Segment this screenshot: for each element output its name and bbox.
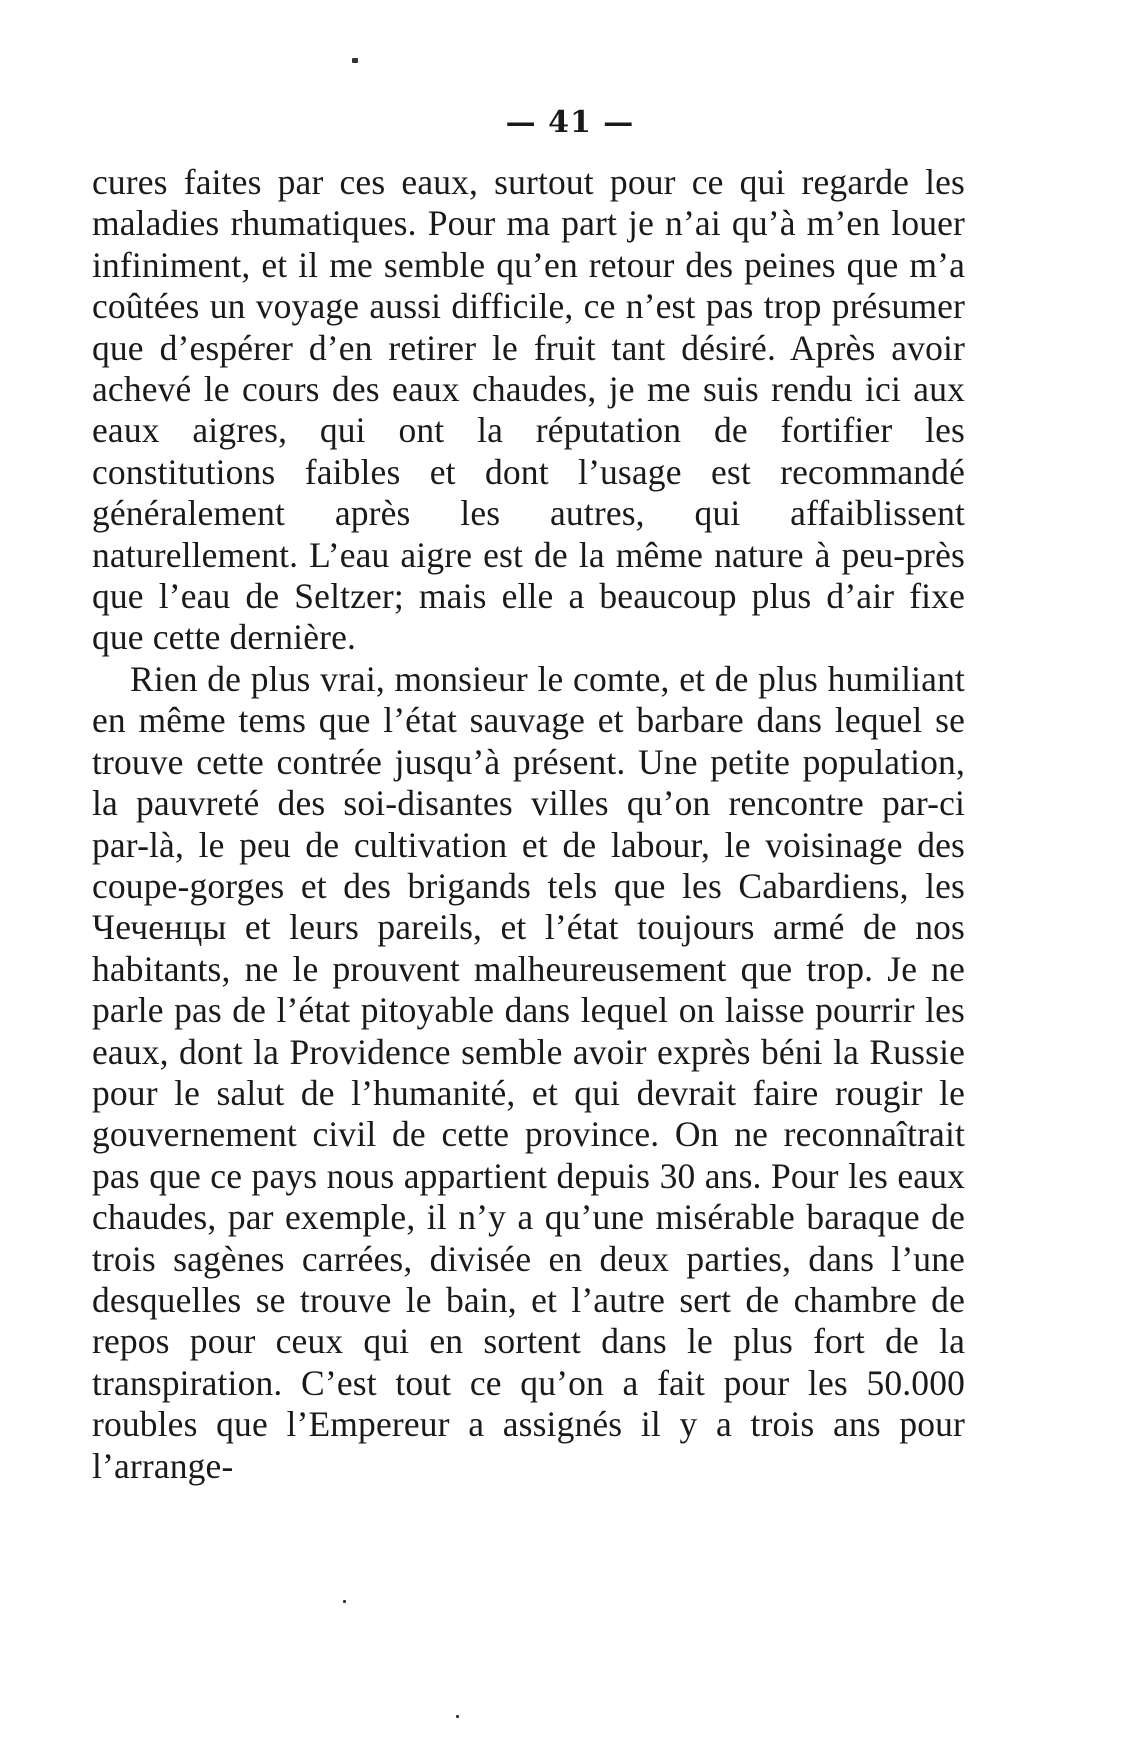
ink-speck-top (352, 58, 358, 63)
ink-speck-middle (343, 1600, 346, 1603)
body-text (92, 162, 965, 1487)
page-number: — 41 — (505, 105, 635, 140)
paragraph-1: cures faites par ces eaux, surtout pour ce qui regarde les maladies rhumatiques. Pour ma part je n’ai qu’à m’en louer infiniment, et il me semble qu’en retour des peines que m’a coûtées un voyage aussi difficile, ce n’est pas trop présumer que d’espérer d’en retirer le fruit tant désiré. Après avoir achevé le cours des eaux chaudes, je me suis rendu ici aux eaux aigres, qui ont la réputation de fortifier les constitutions faibles et dont l’usage est recommandé généralement après les autres, qui affaiblissent naturellement. L’eau aigre est de la même nature à peu-près que l’eau de Seltzer; mais elle a beaucoup plus d’air fixe que cette dernière. (92, 162, 965, 658)
paragraph-2: Rien de plus vrai, monsieur le comte, et de plus humiliant en même tems que l’état sauvage et barbare dans lequel se trouve cette contrée jusqu’à présent. Une petite population, la pauvreté des soi-disantes villes qu’on rencontre par-ci par-là, le peu de cultivation et de labour, le voisinage des coupe-gorges et des brigands tels que les Cabardiens, les Чеченцы et leurs pareils, et l’état toujours armé de nos habitants, ne le prouvent malheureusement que trop. Je ne parle pas de l’état pitoyable dans lequel on laisse pourrir les eaux, dont la Providence semble avoir exprès béni la Russie pour le salut de l’humanité, et qui devrait faire rougir le gouvernement civil de cette province. On ne reconnaîtrait pas que ce pays nous appartient depuis 30 ans. Pour les eaux chaudes, par exemple, il n’y a qu’une misérable baraque de trois sagènes carrées, divisée en deux parties, dans l’une desquelles se trouve le bain, et l’autre sert de chambre de repos pour ceux qui en sortent dans le plus fort de la transpiration. C’est tout ce qu’on a fait pour les 50.000 roubles que l’Empereur a assignés il y a trois ans pour l’arrange- (92, 658, 965, 1486)
ink-speck-bottom (456, 1715, 459, 1718)
